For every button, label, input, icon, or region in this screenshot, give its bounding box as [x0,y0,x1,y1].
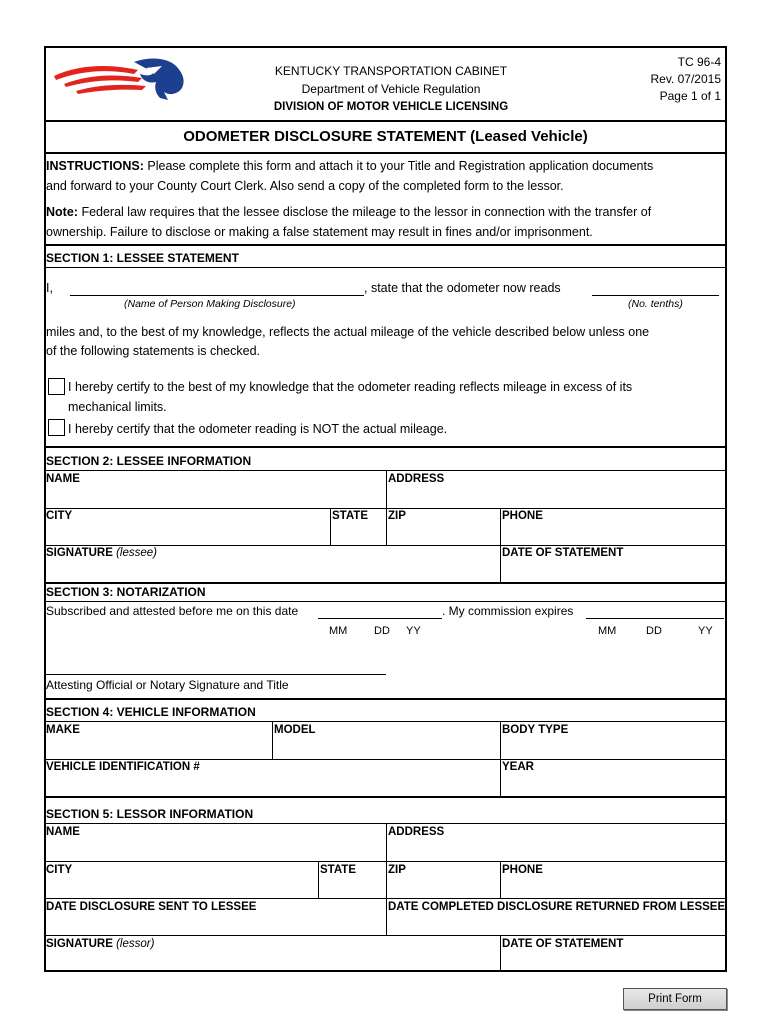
dd-caption: DD [374,625,390,637]
lessee-city-label: CITY [46,510,73,522]
cert1-line-1: I hereby certify to the best of my knowledge that the odometer reading reflects mileage in excess of its [68,380,633,394]
disclosure-name-field[interactable] [70,282,364,296]
year-label: YEAR [502,761,534,773]
section5-heading: SECTION 5: LESSOR INFORMATION [46,807,254,821]
commission-text: . My commission expires [442,604,574,618]
odometer-reads-text: , state that the odometer now reads [364,281,561,295]
division-name: DIVISION OF MOTOR VEHICLE LICENSING [273,101,509,113]
miles-line-1: miles and, to the best of my knowledge, reflects the actual mileage of the vehicle described below unless one [46,325,650,339]
instructions-line-1: INSTRUCTIONS: Please complete this form and attach it to your Title and Registration application documents [46,159,654,173]
agency-block [206,62,576,116]
note-line-1: Note: Federal law requires that the lessee disclose the mileage to the lessor in connection with the transfer of [46,205,652,219]
divider [46,582,725,584]
divider [46,796,725,798]
kentucky-horse-logo-icon [50,54,192,104]
lessee-state-label: STATE [332,510,368,522]
divider [500,935,501,972]
yy-caption: YY [698,625,713,637]
lessor-signature-label: SIGNATURE (lessor) [46,938,155,950]
cert1-line-2: mechanical limits. [68,400,167,414]
mm-caption: MM [598,625,617,637]
note-line-2: ownership. Failure to disclose or making a false statement may result in fines and/or imprisonment. [46,225,593,239]
form-number-block [651,54,722,105]
agency-name: KENTUCKY TRANSPORTATION CABINET [274,64,508,78]
divider [46,267,725,268]
body-type-label: BODY TYPE [502,724,569,736]
divider [46,898,725,899]
model-label: MODEL [274,724,316,736]
divider [386,823,387,861]
lessor-name-label: NAME [46,826,80,838]
excess-mileage-checkbox[interactable] [48,378,65,395]
divider [500,861,501,898]
lessee-signature-label: SIGNATURE (lessee) [46,547,157,559]
divider [272,721,273,759]
lessee-name-label: NAME [46,473,80,485]
page-number: Page 1 of 1 [659,89,721,103]
divider [386,470,387,508]
department-name: Department of Vehicle Regulation [301,82,481,96]
lessor-city-label: CITY [46,864,73,876]
odometer-reading-field[interactable] [592,282,719,296]
lessee-phone-label: PHONE [502,510,543,522]
instructions-line-2: and forward to your County Court Clerk. Also send a copy of the completed form to the lessor. [46,179,564,193]
divider [46,935,725,936]
i-label: I, [46,281,53,295]
dd-caption: DD [646,625,662,637]
vin-label: VEHICLE IDENTIFICATION # [46,761,200,773]
divider [46,545,725,546]
lessor-date-label: DATE OF STATEMENT [502,938,624,950]
make-label: MAKE [46,724,80,736]
commission-expires-field[interactable] [586,605,724,619]
attesting-caption: Attesting Official or Notary Signature and Title [46,678,289,692]
section3-heading: SECTION 3: NOTARIZATION [46,585,206,599]
lessee-address-label: ADDRESS [388,473,445,485]
divider [386,508,387,545]
date-returned-label: DATE COMPLETED DISCLOSURE RETURNED FROM LESSEE [388,901,726,913]
section2-heading: SECTION 2: LESSEE INFORMATION [46,454,252,468]
section1-heading: SECTION 1: LESSEE STATEMENT [46,251,239,265]
date-sent-label: DATE DISCLOSURE SENT TO LESSEE [46,901,257,913]
lessor-address-label: ADDRESS [388,826,445,838]
attested-date-field[interactable] [318,605,442,619]
name-caption: (Name of Person Making Disclosure) [124,298,296,310]
divider [46,446,725,448]
divider [46,759,725,760]
cert2-text: I hereby certify that the odometer reading is NOT the actual mileage. [68,422,448,436]
section4-heading: SECTION 4: VEHICLE INFORMATION [46,705,256,719]
yy-caption: YY [406,625,421,637]
lessor-zip-label: ZIP [388,864,406,876]
revision-date: Rev. 07/2015 [650,72,721,86]
divider [46,721,725,722]
form-number: TC 96-4 [677,55,721,69]
not-actual-mileage-checkbox[interactable] [48,419,65,436]
mm-caption: MM [329,625,348,637]
divider [46,601,725,602]
lessor-state-label: STATE [320,864,356,876]
lessor-phone-label: PHONE [502,864,543,876]
odometer-disclosure-form [44,46,727,972]
form-header [46,48,725,120]
divider [46,698,725,700]
print-form-button[interactable]: Print Form [623,988,727,1010]
divider [318,861,319,898]
form-title: ODOMETER DISCLOSURE STATEMENT (Leased Vehicle) [46,120,725,154]
notary-signature-line[interactable] [46,674,386,675]
tenths-caption: (No. tenths) [628,298,683,310]
divider [46,244,725,246]
subscribed-text: Subscribed and attested before me on this date [46,604,299,618]
divider [330,508,331,545]
lessee-zip-label: ZIP [388,510,406,522]
lessee-date-label: DATE OF STATEMENT [502,547,624,559]
miles-line-2: of the following statements is checked. [46,344,261,358]
